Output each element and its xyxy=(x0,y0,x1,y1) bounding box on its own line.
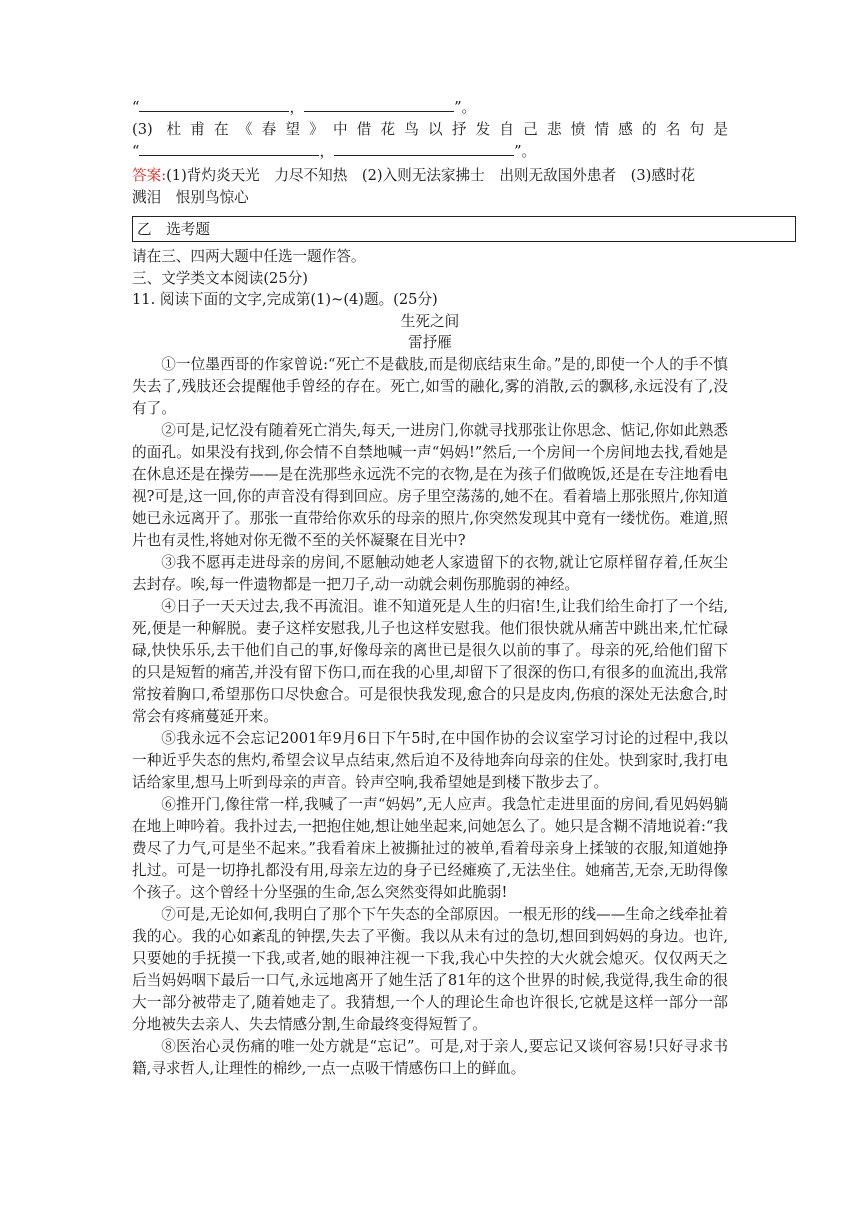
section-instruction: 请在三、四两大题中任选一题作答。 xyxy=(132,248,366,265)
quote-mid: ， xyxy=(319,143,335,160)
section-header-box xyxy=(132,216,796,242)
section-title: 乙 选考题 xyxy=(137,221,210,238)
article-author: 雷抒雁 xyxy=(408,334,452,351)
document-page xyxy=(132,96,728,1080)
paragraph-2: ②可是,记忆没有随着死亡消失,每天,一进房门,你就寻找那张让你思念、惦记,你如此熟悉的面孔。如果没有找到,你会情不自禁地喊一声“妈妈!”然后,一个房间一个房间地去找,看她是在休息还是在操劳——是在洗那些永远洗不完的衣物,是在为孩子们做晚饭,还是在专注地看电视?可是,这一回,你的声音没有得到回应。房子里空荡荡的,她不在。看着墙上那张照片,你知道她已永远离开了。那张一直带给你欢乐的母亲的照片,你突然发现其中竟有一缕忧伤。难道,照片也有灵性,将她对你无微不至的关怀凝聚在目光中? xyxy=(132,421,728,549)
answer-blank xyxy=(139,140,319,156)
quote-mid: ， xyxy=(289,99,305,116)
answer-blank xyxy=(334,140,514,156)
paragraph-7: ⑦可是,无论如何,我明白了那个下午失态的全部原因。一根无形的线——生命之线牵扯着我的心。我的心如紊乱的钟摆,失去了平衡。我以从未有过的急切,想回到妈妈的身边。也许,只要她的手抚摸一下我,或者,她的眼神注视一下我,我心中失控的大火就会熄灭。仅仅两天之后当妈妈咽下最后一口气,永远地离开了她生活了81年的这个世界的时候,我觉得,我生命的很大一部分被带走了,随着她走了。我猜想,一个人的理论生命也许很长,它就是这样一部分一部分地被失去亲人、失去情感分割,生命最终变得短暂了。 xyxy=(132,905,728,1033)
answer-text: (1)背灼炎天光 力尽不知热 (2)入则无法家拂士 出则无敌国外患者 (3)感时花 xyxy=(166,166,696,184)
paragraph-4: ④日子一天天过去,我不再流泪。谁不知道死是人生的归宿!生,让我们给生命打了一个结,死,便是一种解脱。妻子这样安慰我,儿子也这样安慰我。他们很快就从痛苦中跳出来,忙忙碌碌,快快乐乐,去干他们自己的事,好像母亲的离世已是很久以前的事了。母亲的死,给他们留下的只是短暂的痛苦,并没有留下伤口,而在我的心里,却留下了很深的伤口,有很多的血流出,我常常按着胸口,希望那伤口尽快愈合。可是很快我发现,愈合的只是皮肉,伤痕的深处无法愈合,时常会有疼痛蔓延开来。 xyxy=(132,597,728,725)
paragraph-8: ⑧医治心灵伤痛的唯一处方就是“忘记”。可是,对于亲人,要忘记又谈何容易!只好寻求书籍,寻求哲人,让理性的棉纱,一点一点吸干情感伤口上的鲜血。 xyxy=(132,1037,728,1077)
quote-open: “ xyxy=(132,99,140,116)
paragraph-1: ①一位墨西哥的作家曾说:“死亡不是截肢,而是彻底结束生命。”是的,即使一个人的手不慎失去了,残肢还会提醒他手曾经的存在。死亡,如雪的融化,雾的消散,云的飘移,永远没有了,没有了。 xyxy=(132,355,728,417)
paragraph-3: ③我不愿再走进母亲的房间,不愿触动她老人家遗留下的衣物,就让它原样留存着,任灰尘去封存。唉,每一件遗物都是一把刀子,动一动就会刺伤那脆弱的神经。 xyxy=(132,553,728,593)
question-3: (3) 杜甫在《春望》中借花鸟以抒发自己悲愤情感的名句是 xyxy=(132,120,728,138)
question-11: 11. 阅读下面的文字,完成第(1)~(4)题。(25分) xyxy=(132,291,438,308)
part-heading: 三、文学类文本阅读(25分) xyxy=(132,269,308,287)
question-3-blanks xyxy=(132,140,728,163)
paragraph-5: ⑤我永远不会忘记2001年9月6日下午5时,在中国作协的会议室学习讨论的过程中,我以一种近乎失态的焦灼,希望会议早点结束,然后迫不及待地奔向母亲的住处。快到家时,我打电话给家里,想马上听到母亲的声音。铃声空响,我希望她是到楼下散步去了。 xyxy=(132,729,728,791)
answer-blank xyxy=(139,96,289,112)
quote-close: ”。 xyxy=(514,143,537,160)
article-title: 生死之间 xyxy=(400,312,460,330)
quote-open: “ xyxy=(132,143,140,160)
quote-close: ”。 xyxy=(454,99,477,116)
answer-line-2: 溅泪 恨别鸟惊心 xyxy=(132,188,249,206)
answer-line-1 xyxy=(132,165,728,187)
answer-label: 答案: xyxy=(132,166,167,184)
fill-blank-line-2 xyxy=(132,96,728,119)
answer-blank xyxy=(304,96,454,112)
paragraph-6: ⑥推开门,像往常一样,我喊了一声“妈妈”,无人应声。我急忙走进里面的房间,看见妈妈躺在地上呻吟着。我扑过去,一把抱住她,想让她坐起来,问她怎么了。她只是含糊不清地说着:“我费尽了力气,可是坐不起来。”我看着床上被撕扯过的被单,看着母亲身上揉皱的衣服,知道她挣扎过。可是一切挣扎都没有用,母亲左边的身子已经瘫痪了,无法坐住。她痛苦,无奈,无助得像个孩子。这个曾经十分坚强的生命,怎么突然变得如此脆弱! xyxy=(132,795,728,901)
